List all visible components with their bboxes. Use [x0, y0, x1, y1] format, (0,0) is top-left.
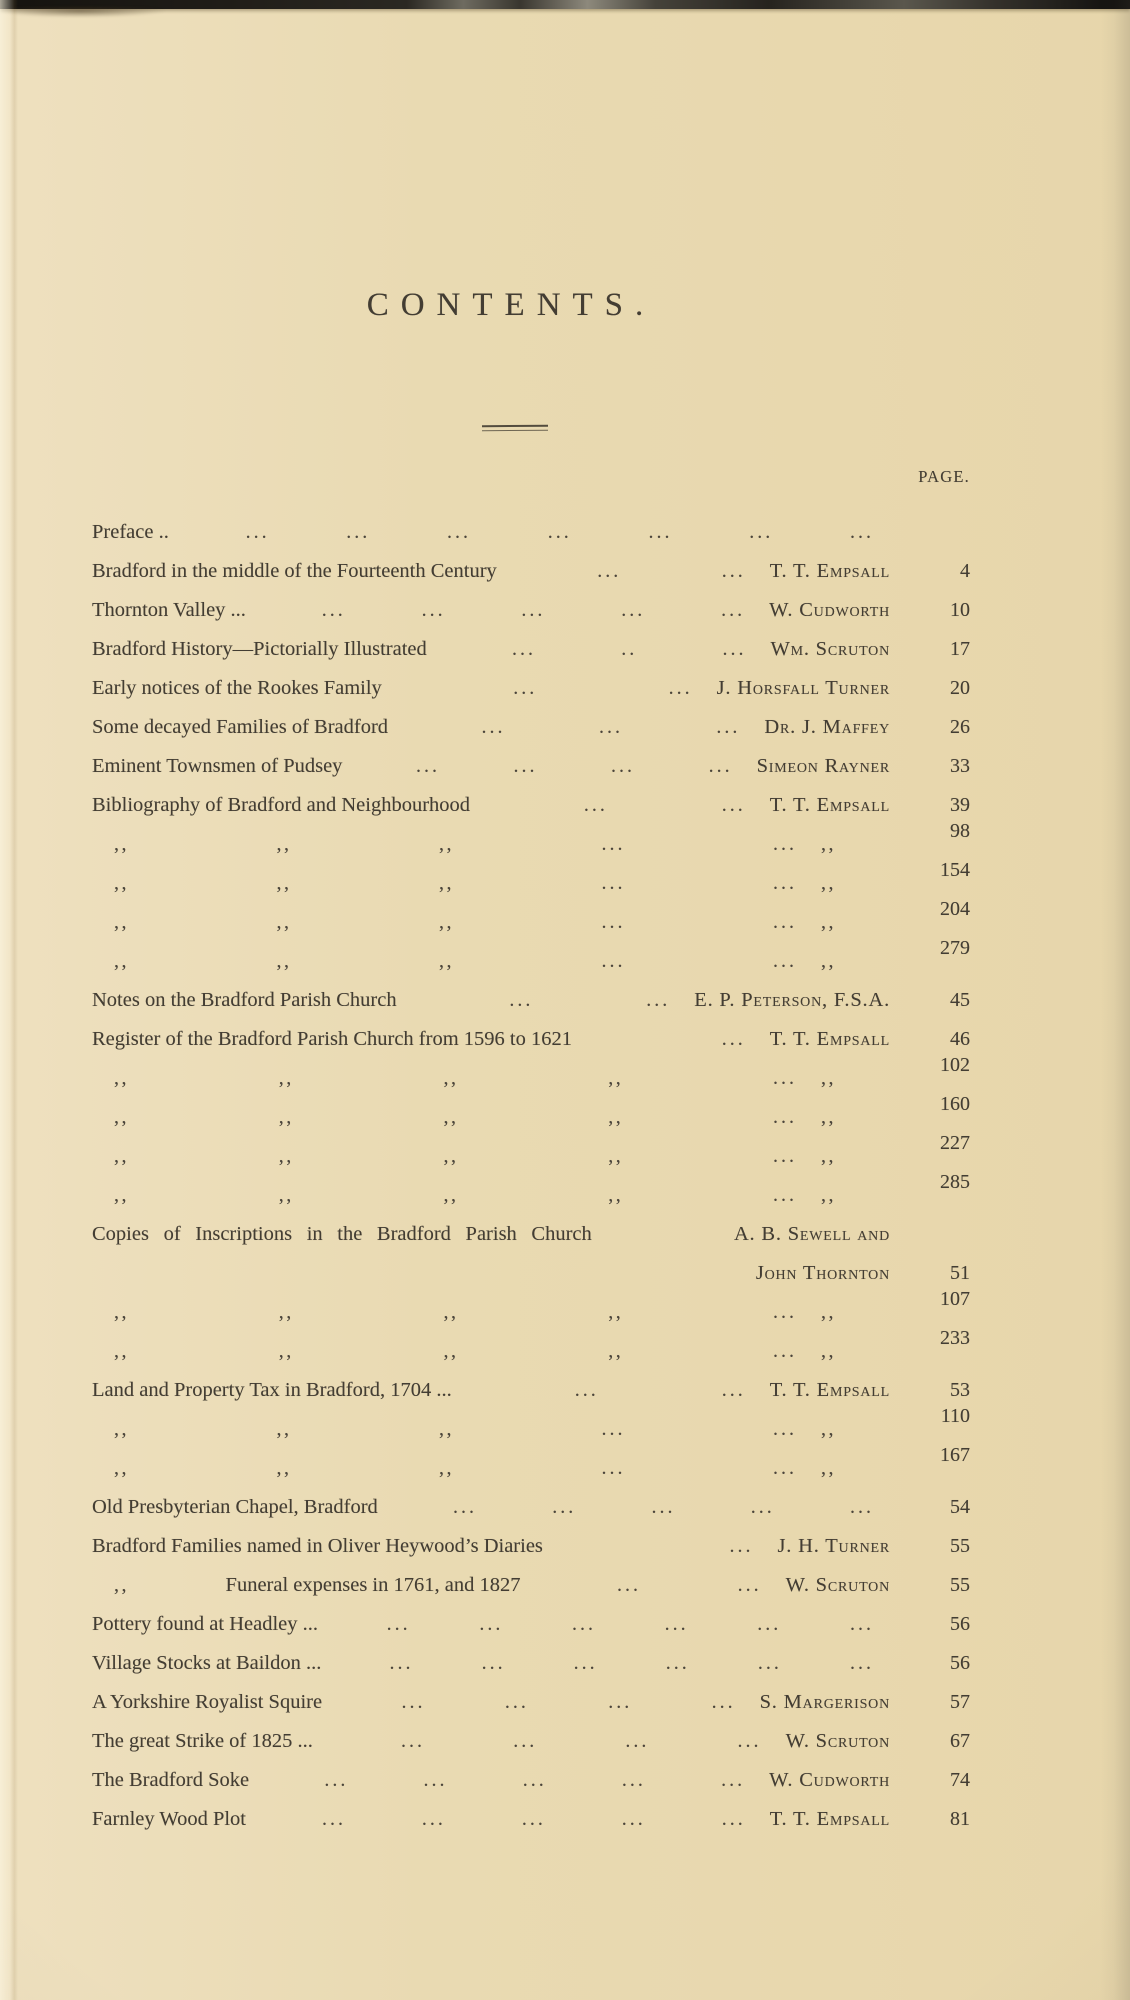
toc-row: [92, 581, 970, 620]
toc-row: [92, 1088, 970, 1127]
ditto-mark: ,,: [608, 1184, 624, 1206]
toc-row-left: [92, 678, 717, 699]
toc-row-left: [92, 1770, 769, 1791]
entry-title: Preface ..: [92, 520, 169, 543]
ditto-mark: ,,: [114, 1106, 129, 1128]
entry-page: 39: [950, 794, 970, 816]
leader-dots: ...: [773, 911, 797, 933]
entry-page: 56: [950, 1613, 970, 1635]
entry-page: 279: [940, 937, 970, 959]
leader-dots: ...: [521, 599, 546, 621]
leader-dots: ...: [513, 677, 538, 699]
ditto-mark: ,,: [821, 833, 836, 855]
entry-title: Land and Property Tax in Bradford, 1704 ...: [92, 1378, 452, 1401]
ditto-mark: ,,: [443, 1184, 459, 1206]
leader-dots: ...: [773, 1106, 797, 1128]
leader-dots: ...: [574, 1379, 599, 1401]
toc-row-left: [92, 1302, 821, 1322]
entry-title: Thornton Valley ...: [92, 598, 246, 621]
toc-row: [92, 932, 970, 971]
toc-row-left: [92, 951, 821, 971]
leader-dots: ...: [389, 1652, 414, 1674]
ditto-mark: ,,: [439, 911, 454, 933]
toc-row-left: [92, 990, 694, 1011]
title-divider: [482, 425, 548, 432]
toc-row: [92, 1049, 970, 1088]
toc-row-left: [92, 639, 770, 660]
leader-dots: ...: [401, 1691, 426, 1713]
leader-dots: ...: [571, 1613, 596, 1635]
ditto-mark: ,,: [608, 1340, 624, 1362]
toc-row: [92, 854, 970, 893]
leader-dots: ...: [773, 1145, 797, 1167]
ditto-mark: ,,: [276, 1457, 292, 1479]
entry-page: 154: [940, 859, 970, 881]
ditto-mark: ,,: [114, 1418, 129, 1440]
entry-title: Bibliography of Bradford and Neighbourhood: [92, 793, 471, 816]
ditto-mark: ,,: [439, 1418, 454, 1440]
entry-title: Funeral expenses in 1761, and 1827: [225, 1573, 521, 1596]
ditto-mark: ,,: [276, 872, 292, 894]
toc-row-left: [92, 1146, 821, 1166]
leader-dots: ...: [849, 521, 874, 543]
leader-dots: ...: [512, 638, 536, 660]
leader-dots: ...: [648, 521, 673, 543]
entry-author: S. Margerison: [759, 1690, 890, 1713]
toc-row: [92, 971, 970, 1010]
entry-title: Bradford History—Pictorially Illustrated: [92, 637, 427, 660]
toc-row: [92, 776, 970, 815]
toc-row-left: [92, 1809, 770, 1830]
page-title: CONTENTS.: [366, 287, 656, 323]
leader-dots: ...: [749, 521, 774, 543]
toc-row: [92, 1205, 970, 1244]
ditto-mark: ,,: [608, 1301, 624, 1323]
ditto-mark: ,,: [821, 1184, 836, 1206]
leader-dots: ...: [773, 1067, 797, 1089]
ditto-mark: ,,: [114, 911, 129, 933]
toc-row-left: [92, 522, 898, 543]
entry-title: Pottery found at Headley ...: [92, 1612, 319, 1635]
leader-dots: ...: [721, 794, 746, 816]
leader-dots: ...: [481, 716, 506, 738]
entry-author: Wm. Scruton: [770, 637, 890, 660]
leader-dots: ...: [625, 1730, 650, 1752]
leader-dots: ...: [386, 1613, 411, 1635]
entry-author: E. P. Peterson, F.S.A.: [694, 988, 890, 1011]
toc-row-left: [92, 561, 770, 582]
leader-dots: ...: [522, 1769, 547, 1791]
leader-dots: ..: [621, 638, 638, 660]
leader-dots: ...: [547, 521, 572, 543]
toc-row-left: [92, 756, 757, 777]
entry-author: T. T. Empsall: [769, 1378, 890, 1401]
leader-dots: ...: [729, 1535, 754, 1557]
toc-row: [92, 698, 970, 737]
toc-row: [92, 1634, 970, 1673]
leader-dots: ...: [479, 1613, 504, 1635]
entry-page: 204: [940, 898, 970, 920]
page-left-edge: [0, 0, 18, 2000]
leader-dots: ...: [513, 1730, 538, 1752]
toc-row: [92, 1556, 970, 1595]
toc-row: [92, 1478, 970, 1517]
leader-dots: ...: [453, 1496, 478, 1518]
ditto-mark: ,,: [114, 1340, 129, 1362]
leader-dots: ...: [708, 755, 733, 777]
toc-row: [92, 1517, 970, 1556]
toc-row-left: [92, 795, 770, 816]
entry-title: Village Stocks at Baildon ...: [92, 1651, 322, 1674]
leader-dots: ...: [621, 1808, 646, 1830]
entry-title: Old Presbyterian Chapel, Bradford: [92, 1495, 378, 1518]
leader-dots: ...: [597, 560, 622, 582]
ditto-mark: ,,: [443, 1145, 459, 1167]
ditto-mark: ,,: [114, 833, 129, 855]
toc-row-left: [92, 873, 821, 893]
entry-page: 227: [940, 1132, 970, 1154]
entry-title: Register of the Bradford Parish Church from 1596 to 1621: [92, 1027, 572, 1050]
entry-author: T. T. Empsall: [769, 793, 890, 816]
entry-author: W. Cudworth: [769, 1768, 890, 1791]
leader-dots: ...: [773, 1184, 797, 1206]
ditto-mark: ,,: [439, 872, 454, 894]
ditto-mark: ,,: [821, 950, 836, 972]
leader-dots: ...: [324, 1769, 349, 1791]
toc-row-left: [92, 1614, 898, 1635]
leader-dots: ...: [601, 1418, 626, 1440]
page-right-edge: [1100, 0, 1130, 2000]
leader-dots: ...: [773, 1301, 797, 1323]
leader-dots: ...: [773, 833, 797, 855]
toc-row: [92, 737, 970, 776]
leader-dots: ...: [664, 1613, 689, 1635]
leader-dots: ...: [598, 716, 623, 738]
entry-page: 98: [950, 820, 970, 842]
toc-row-left: [92, 1575, 786, 1596]
entry-page: 56: [950, 1652, 970, 1674]
ditto-mark: ,,: [439, 950, 454, 972]
ditto-mark: ,,: [443, 1067, 459, 1089]
toc-row-left: [92, 1653, 898, 1674]
ditto-mark: ,,: [821, 1301, 836, 1323]
ditto-mark: ,,: [114, 1574, 129, 1596]
entry-title: Notes on the Bradford Parish Church: [92, 988, 397, 1011]
leader-dots: ...: [721, 560, 746, 582]
entry-title: Copies of Inscriptions in the Bradford Parish Church: [92, 1222, 592, 1245]
entry-page: 53: [950, 1379, 970, 1401]
leader-dots: ...: [321, 1808, 346, 1830]
leader-dots: ...: [668, 677, 693, 699]
leader-dots: ...: [849, 1496, 874, 1518]
entry-title: Some decayed Families of Bradford: [92, 715, 389, 738]
leader-dots: ...: [608, 1691, 633, 1713]
leader-dots: ...: [401, 1730, 426, 1752]
leader-dots: ...: [711, 1691, 736, 1713]
ditto-mark: ,,: [821, 1340, 836, 1362]
ditto-mark: ,,: [821, 1067, 836, 1089]
entry-page: 107: [940, 1288, 970, 1310]
toc-row-left: [92, 717, 764, 738]
leader-dots: ...: [750, 1496, 775, 1518]
entry-page: 20: [950, 677, 970, 699]
ditto-mark: ,,: [278, 1145, 294, 1167]
leader-dots: ...: [521, 1808, 546, 1830]
leader-dots: ...: [601, 911, 626, 933]
ditto-mark: ,,: [439, 833, 454, 855]
toc-row: [92, 1790, 970, 1829]
toc-row: [92, 1712, 970, 1751]
leader-dots: ...: [423, 1769, 448, 1791]
leader-dots: ...: [601, 950, 626, 972]
entry-page: 233: [940, 1327, 970, 1349]
ditto-mark: ,,: [276, 1418, 292, 1440]
toc-row: [92, 1595, 970, 1634]
scan-smudge: [0, 7, 230, 25]
entry-page: 285: [940, 1171, 970, 1193]
toc-row-left: [92, 1380, 770, 1401]
entry-title: The Bradford Soke: [92, 1768, 250, 1791]
ditto-mark: ,,: [276, 911, 292, 933]
leader-dots: ...: [721, 1379, 746, 1401]
ditto-mark: ,,: [114, 950, 129, 972]
leader-dots: ...: [504, 1691, 529, 1713]
leader-dots: ...: [757, 1613, 782, 1635]
leader-dots: ...: [447, 521, 472, 543]
toc-row-left: [92, 1419, 821, 1439]
toc-row: [92, 1400, 970, 1439]
ditto-mark: ,,: [821, 1145, 836, 1167]
leader-dots: ...: [646, 989, 671, 1011]
toc-row-left: [92, 1068, 821, 1088]
toc-row-left: [92, 1731, 786, 1752]
toc-row: [92, 1127, 970, 1166]
entry-author: T. T. Empsall: [769, 559, 890, 582]
leader-dots: ...: [621, 599, 646, 621]
leader-dots: ...: [601, 833, 626, 855]
entry-author: J. H. Turner: [777, 1534, 890, 1557]
toc-row: [92, 1673, 970, 1712]
leader-dots: ...: [573, 1652, 598, 1674]
toc-row: [92, 1361, 970, 1400]
entry-author: W. Scruton: [785, 1573, 890, 1596]
toc-row: [92, 1283, 970, 1322]
ditto-mark: ,,: [821, 911, 836, 933]
table-of-contents: [92, 503, 970, 1829]
toc-row: [92, 542, 970, 581]
ditto-mark: ,,: [278, 1184, 294, 1206]
leader-dots: ...: [757, 1652, 782, 1674]
ditto-mark: ,,: [114, 1457, 129, 1479]
entry-author: J. Horsfall Turner: [716, 676, 890, 699]
entry-title: Bradford in the middle of the Fourteenth Century: [92, 559, 497, 582]
toc-row: [92, 1751, 970, 1790]
entry-title: Farnley Wood Plot: [92, 1807, 247, 1830]
toc-row-left: [92, 1341, 821, 1361]
toc-row-left: [92, 1536, 778, 1557]
entry-page: 81: [950, 1808, 970, 1830]
leader-dots: ...: [773, 1418, 797, 1440]
entry-page: 160: [940, 1093, 970, 1115]
ditto-mark: ,,: [608, 1145, 624, 1167]
toc-row-left: [92, 1692, 760, 1713]
leader-dots: ...: [722, 638, 747, 660]
leader-dots: ...: [509, 989, 534, 1011]
ditto-mark: ,,: [114, 1145, 129, 1167]
toc-row: [92, 659, 970, 698]
ditto-mark: ,,: [821, 872, 836, 894]
leader-dots: ...: [415, 755, 440, 777]
leader-dots: ...: [421, 1808, 446, 1830]
leader-dots: ...: [583, 794, 608, 816]
entry-title: The great Strike of 1825 ...: [92, 1729, 313, 1752]
leader-dots: ...: [552, 1496, 577, 1518]
ditto-mark: ,,: [278, 1301, 294, 1323]
entry-page: 51: [950, 1262, 970, 1284]
entry-page: 4: [960, 560, 970, 582]
entry-page: 67: [950, 1730, 970, 1752]
entry-title: Eminent Townsmen of Pudsey: [92, 754, 343, 777]
leader-dots: ...: [481, 1652, 506, 1674]
entry-page: 17: [950, 638, 970, 660]
ditto-mark: ,,: [608, 1106, 624, 1128]
entry-page: 102: [940, 1054, 970, 1076]
toc-row: [92, 1166, 970, 1205]
toc-row: [92, 1010, 970, 1049]
leader-dots: ...: [773, 1340, 797, 1362]
leader-dots: ...: [721, 1808, 746, 1830]
toc-row-left: [92, 1185, 821, 1205]
entry-author: John Thornton: [755, 1261, 890, 1284]
leader-dots: ...: [617, 1574, 642, 1596]
toc-row-left: [92, 834, 821, 854]
entry-page: 110: [940, 1405, 970, 1427]
entry-author: T. T. Empsall: [769, 1027, 890, 1050]
leader-dots: ...: [245, 521, 270, 543]
ditto-mark: ,,: [821, 1106, 836, 1128]
leader-dots: ...: [716, 716, 741, 738]
leader-dots: ...: [601, 872, 626, 894]
toc-row-left: [92, 1029, 770, 1050]
leader-dots: ...: [721, 1028, 746, 1050]
entry-page: 74: [950, 1769, 970, 1791]
ditto-mark: ,,: [821, 1418, 836, 1440]
entry-author: Dr. J. Maffey: [764, 715, 890, 738]
entry-page: 55: [950, 1574, 970, 1596]
entry-author: W. Scruton: [785, 1729, 890, 1752]
leader-dots: ...: [601, 1457, 626, 1479]
leader-dots: ...: [513, 755, 538, 777]
toc-row-left: [92, 600, 769, 621]
entry-page: 10: [950, 599, 970, 621]
ditto-mark: ,,: [276, 950, 292, 972]
ditto-mark: ,,: [114, 1067, 129, 1089]
entry-title: Bradford Families named in Oliver Heywood’s Diaries: [92, 1534, 543, 1557]
ditto-mark: ,,: [114, 1184, 129, 1206]
entry-page: 26: [950, 716, 970, 738]
toc-row-left: [92, 1458, 821, 1478]
toc-row-left: [92, 1107, 821, 1127]
leader-dots: ...: [773, 1457, 797, 1479]
leader-dots: ...: [346, 521, 371, 543]
leader-dots: ...: [721, 1769, 746, 1791]
ditto-mark: ,,: [821, 1457, 836, 1479]
entry-page: 45: [950, 989, 970, 1011]
leader-dots: ...: [421, 599, 446, 621]
toc-row: [92, 503, 970, 542]
toc-row: [92, 1439, 970, 1478]
entry-page: 46: [950, 1028, 970, 1050]
ditto-mark: ,,: [278, 1067, 294, 1089]
entry-author: W. Cudworth: [769, 598, 890, 621]
entry-page: 167: [940, 1444, 970, 1466]
leader-dots: ...: [849, 1652, 874, 1674]
entry-page: 57: [950, 1691, 970, 1713]
leader-dots: ...: [321, 599, 346, 621]
entry-page: 33: [950, 755, 970, 777]
ditto-mark: ,,: [114, 1301, 129, 1323]
ditto-mark: ,,: [278, 1340, 294, 1362]
toc-row-left: [92, 1497, 898, 1518]
leader-dots: ...: [621, 1769, 646, 1791]
page-column-header: PAGE.: [918, 467, 970, 486]
ditto-mark: ,,: [276, 833, 292, 855]
entry-title: Early notices of the Rookes Family: [92, 676, 382, 699]
leader-dots: ...: [737, 1574, 762, 1596]
ditto-mark: ,,: [443, 1106, 459, 1128]
ditto-mark: ,,: [278, 1106, 294, 1128]
entry-page: 54: [950, 1496, 970, 1518]
leader-dots: ...: [651, 1496, 676, 1518]
toc-row: [92, 1322, 970, 1361]
entry-author: T. T. Empsall: [769, 1807, 890, 1830]
leader-dots: ...: [737, 1730, 762, 1752]
toc-row-left: [92, 912, 821, 932]
leader-dots: ...: [665, 1652, 690, 1674]
ditto-mark: ,,: [443, 1340, 459, 1362]
entry-author: Simeon Rayner: [756, 754, 890, 777]
toc-row: [92, 893, 970, 932]
toc-row: [92, 1244, 970, 1283]
ditto-mark: ,,: [608, 1067, 624, 1089]
leader-dots: ...: [849, 1613, 874, 1635]
entry-page: 55: [950, 1535, 970, 1557]
ditto-mark: ,,: [443, 1301, 459, 1323]
leader-dots: ...: [773, 950, 797, 972]
leader-dots: ...: [721, 599, 746, 621]
ditto-mark: ,,: [114, 872, 129, 894]
toc-row-left: [92, 1224, 734, 1245]
leader-dots: ...: [773, 872, 797, 894]
entry-title: A Yorkshire Royalist Squire: [92, 1690, 323, 1713]
entry-author: A. B. Sewell and: [733, 1222, 890, 1245]
toc-row: [92, 815, 970, 854]
ditto-mark: ,,: [439, 1457, 454, 1479]
toc-row: [92, 620, 970, 659]
leader-dots: ...: [611, 755, 636, 777]
